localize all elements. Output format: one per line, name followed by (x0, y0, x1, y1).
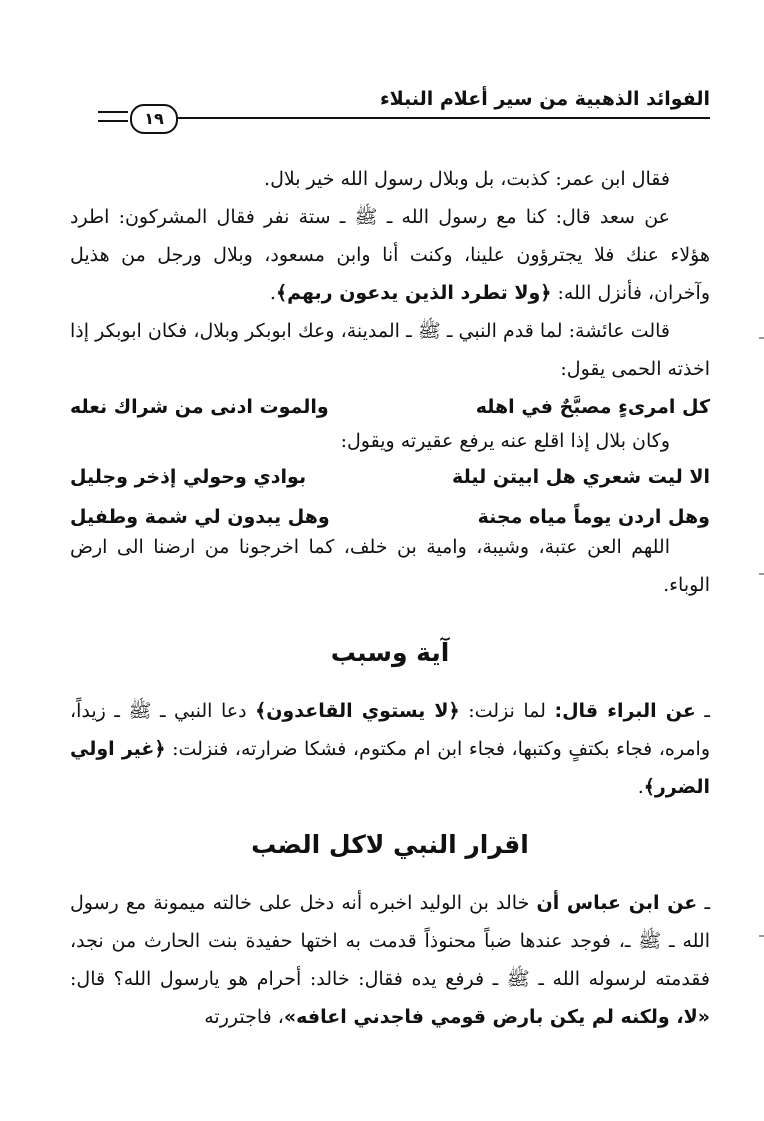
text-block-2 (70, 422, 710, 460)
paragraph-bilal: وكان بلال إذا اقلع عنه يرفع عقيرته ويقول: (340, 430, 670, 452)
section-heading-iqrar: اقرار النبي لاكل الضب (251, 830, 529, 859)
narrator-lead-2: عن ابن عباس أن (536, 892, 698, 914)
paragraph-baraa-text-1: لما نزلت: (468, 700, 546, 722)
page-number-ornament-bottom (98, 120, 128, 122)
paragraph-baraa-text-2: دعا النبي ـ ﷺ ـ زيداً، وامره، فجاء بكتفٍ وكتبها، فجاء ابن ام مكتوم، فشكا ضرارته، فنزلت: (70, 700, 710, 760)
poem-verse-1 (70, 388, 710, 426)
text-block-1 (70, 160, 710, 388)
poem-verse-2 (70, 458, 710, 496)
verse-2-second-hemistich: بوادي وحولي إذخر وجليل (70, 466, 307, 488)
verse-1-second-hemistich: والموت ادنى من شراك نعله (70, 396, 329, 418)
section-heading-ayah-wa-sabab: آية وسبب (330, 638, 450, 667)
verse-1-first-hemistich: كل امرىءٍ مصبَّحٌ في اهله (475, 396, 710, 418)
paragraph-baraa (70, 692, 710, 806)
text-block-3 (70, 528, 710, 604)
quran-quote-1: ﴿لا يستوي القاعدون﴾ (255, 700, 460, 722)
paragraph-aisha: قالت عائشة: لما قدم النبي ـ ﷺ ـ المدينة، وعك ابوبكر وبلال، فكان ابوبكر إذا اخذته الحمى يقول: (70, 320, 710, 380)
quran-quote: ﴿ولا تطرد الذين يدعون ربهم﴾ (275, 282, 552, 304)
leading-dash-2: ـ (704, 892, 711, 914)
leading-dash: ـ (704, 700, 710, 722)
paragraph-saad-end: . (269, 282, 276, 304)
page-number-ornament-top (98, 111, 128, 113)
hadith-quote: «لا، ولكنه لم يكن بارض قومي فاجدني اعافه» (283, 1006, 710, 1028)
verse-3-second-hemistich: وهل يبدون لي شمة وطفيل (70, 506, 330, 528)
running-header-title: الفوائد الذهبية من سير أعلام النبلاء (379, 88, 710, 110)
paragraph-ibn-abbas-text-2: ، فاجتررته (204, 1006, 284, 1028)
verse-3-first-hemistich: وهل اردن يوماً مياه مجنة (477, 506, 710, 528)
paragraph-saad-text: عن سعد قال: كنا مع رسول الله ـ ﷺ ـ ستة نفر فقال المشركون: اطرد هؤلاء عنك فلا يجترؤون علينا، وكنت أنا وابن مسعود، وبلال ورجل من هذيل وآخران، فأنزل الله: (70, 206, 710, 304)
paragraph-saad (70, 198, 710, 312)
paragraph-supplication: اللهم العن عتبة، وشيبة، وامية بن خلف، كما اخرجونا من ارضنا الى ارض الوباء. (70, 536, 710, 596)
narrator-lead: عن البراء قال: (554, 700, 696, 722)
paragraph-ibn-umar: فقال ابن عمر: كذبت، بل وبلال رسول الله خير بلال. (264, 168, 670, 190)
paragraph-baraa-end: . (637, 776, 644, 798)
header-rule (176, 117, 710, 119)
scan-edge-mark (759, 337, 764, 339)
section-2-body (70, 884, 710, 1036)
verse-2-first-hemistich: الا ليت شعري هل ابيتن ليلة (452, 466, 710, 488)
scan-edge-mark (759, 573, 764, 575)
quran-quote-2: ﴿غير اولي الضرر﴾ (70, 738, 710, 798)
section-1-body (70, 692, 710, 806)
paragraph-ibn-abbas-text-1: خالد بن الوليد اخبره أنه دخل على خالته ميمونة مع رسول الله ـ ﷺ ـ، فوجد عندها ضباً محنوذاً قدمت به اختها حفيدة بنت الحارث من نجد، فقدمته لرسوله الله ـ ﷺ ـ فرفع يده فقال: خالد: أحرام هو يارسول الله؟ قال: (70, 892, 710, 990)
scan-edge-mark (759, 935, 764, 937)
page-number: ١٩ (130, 104, 178, 134)
paragraph-ibn-abbas (70, 884, 710, 1036)
